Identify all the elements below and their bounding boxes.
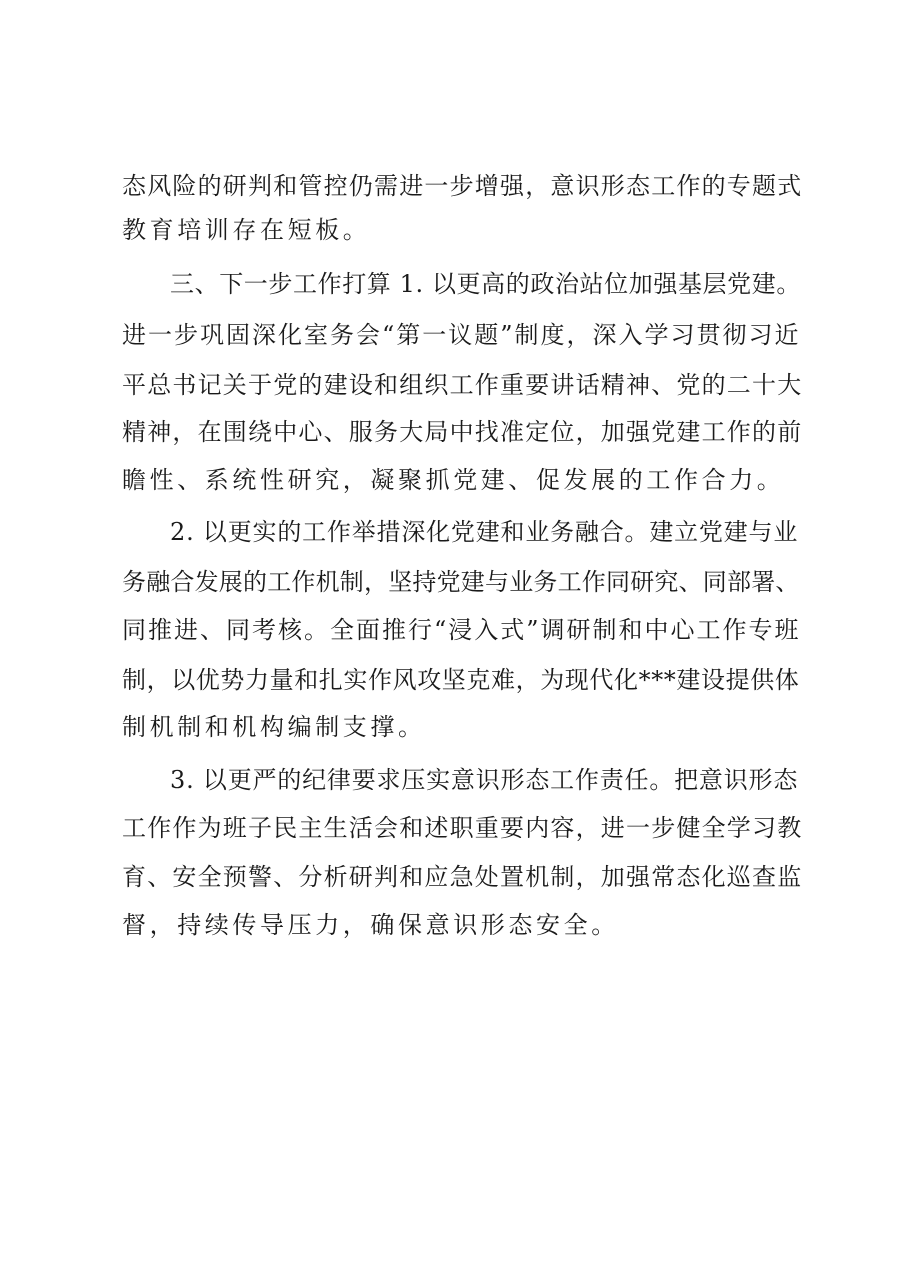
text-line-7: 瞻性、系统性研究，凝聚抓党建、促发展的工作合力。 [122,466,785,494]
text-line-6: 精神，在围绕中心、服务大局中找准定位，加强党建工作的前 [122,418,803,446]
paragraph-2-line-1: 2. 以更实的工作举措深化党建和业务融合。建立党建与业 [170,518,799,546]
text-line-2: 教育培训存在短板。 [122,216,371,244]
paragraph-3-line-1: 3. 以更严的纪律要求压实意识形态工作责任。把意识形态 [170,766,799,794]
text-line-4: 进一步巩固深化室务会“第一议题”制度，深入学习贯彻习近 [122,321,801,349]
text-line-10: 同推进、同考核。全面推行“浸入式”调研制和中心工作专班 [122,616,801,644]
text-line-16: 督，持续传导压力，确保意识形态安全。 [122,911,619,939]
text-line-11: 制，以优势力量和扎实作风攻坚克难，为现代化***建设提供体 [122,666,800,694]
text-line-12: 制机制和机构编制支撑。 [122,713,426,741]
text-line-5: 平总书记关于党的建设和组织工作重要讲话精神、党的二十大 [122,371,803,399]
text-line-15: 育、安全预警、分析研判和应急处置机制，加强常态化巡查监 [122,863,803,891]
section-heading-line: 三、下一步工作打算 1. 以更高的政治站位加强基层党建。 [170,270,801,298]
text-line-9: 务融合发展的工作机制，坚持党建与业务工作同研究、同部署、 [122,568,800,596]
text-line-14: 工作作为班子民主生活会和述职重要内容，进一步健全学习教 [122,814,803,842]
text-line-1: 态风险的研判和管控仍需进一步增强，意识形态工作的专题式 [122,172,803,200]
